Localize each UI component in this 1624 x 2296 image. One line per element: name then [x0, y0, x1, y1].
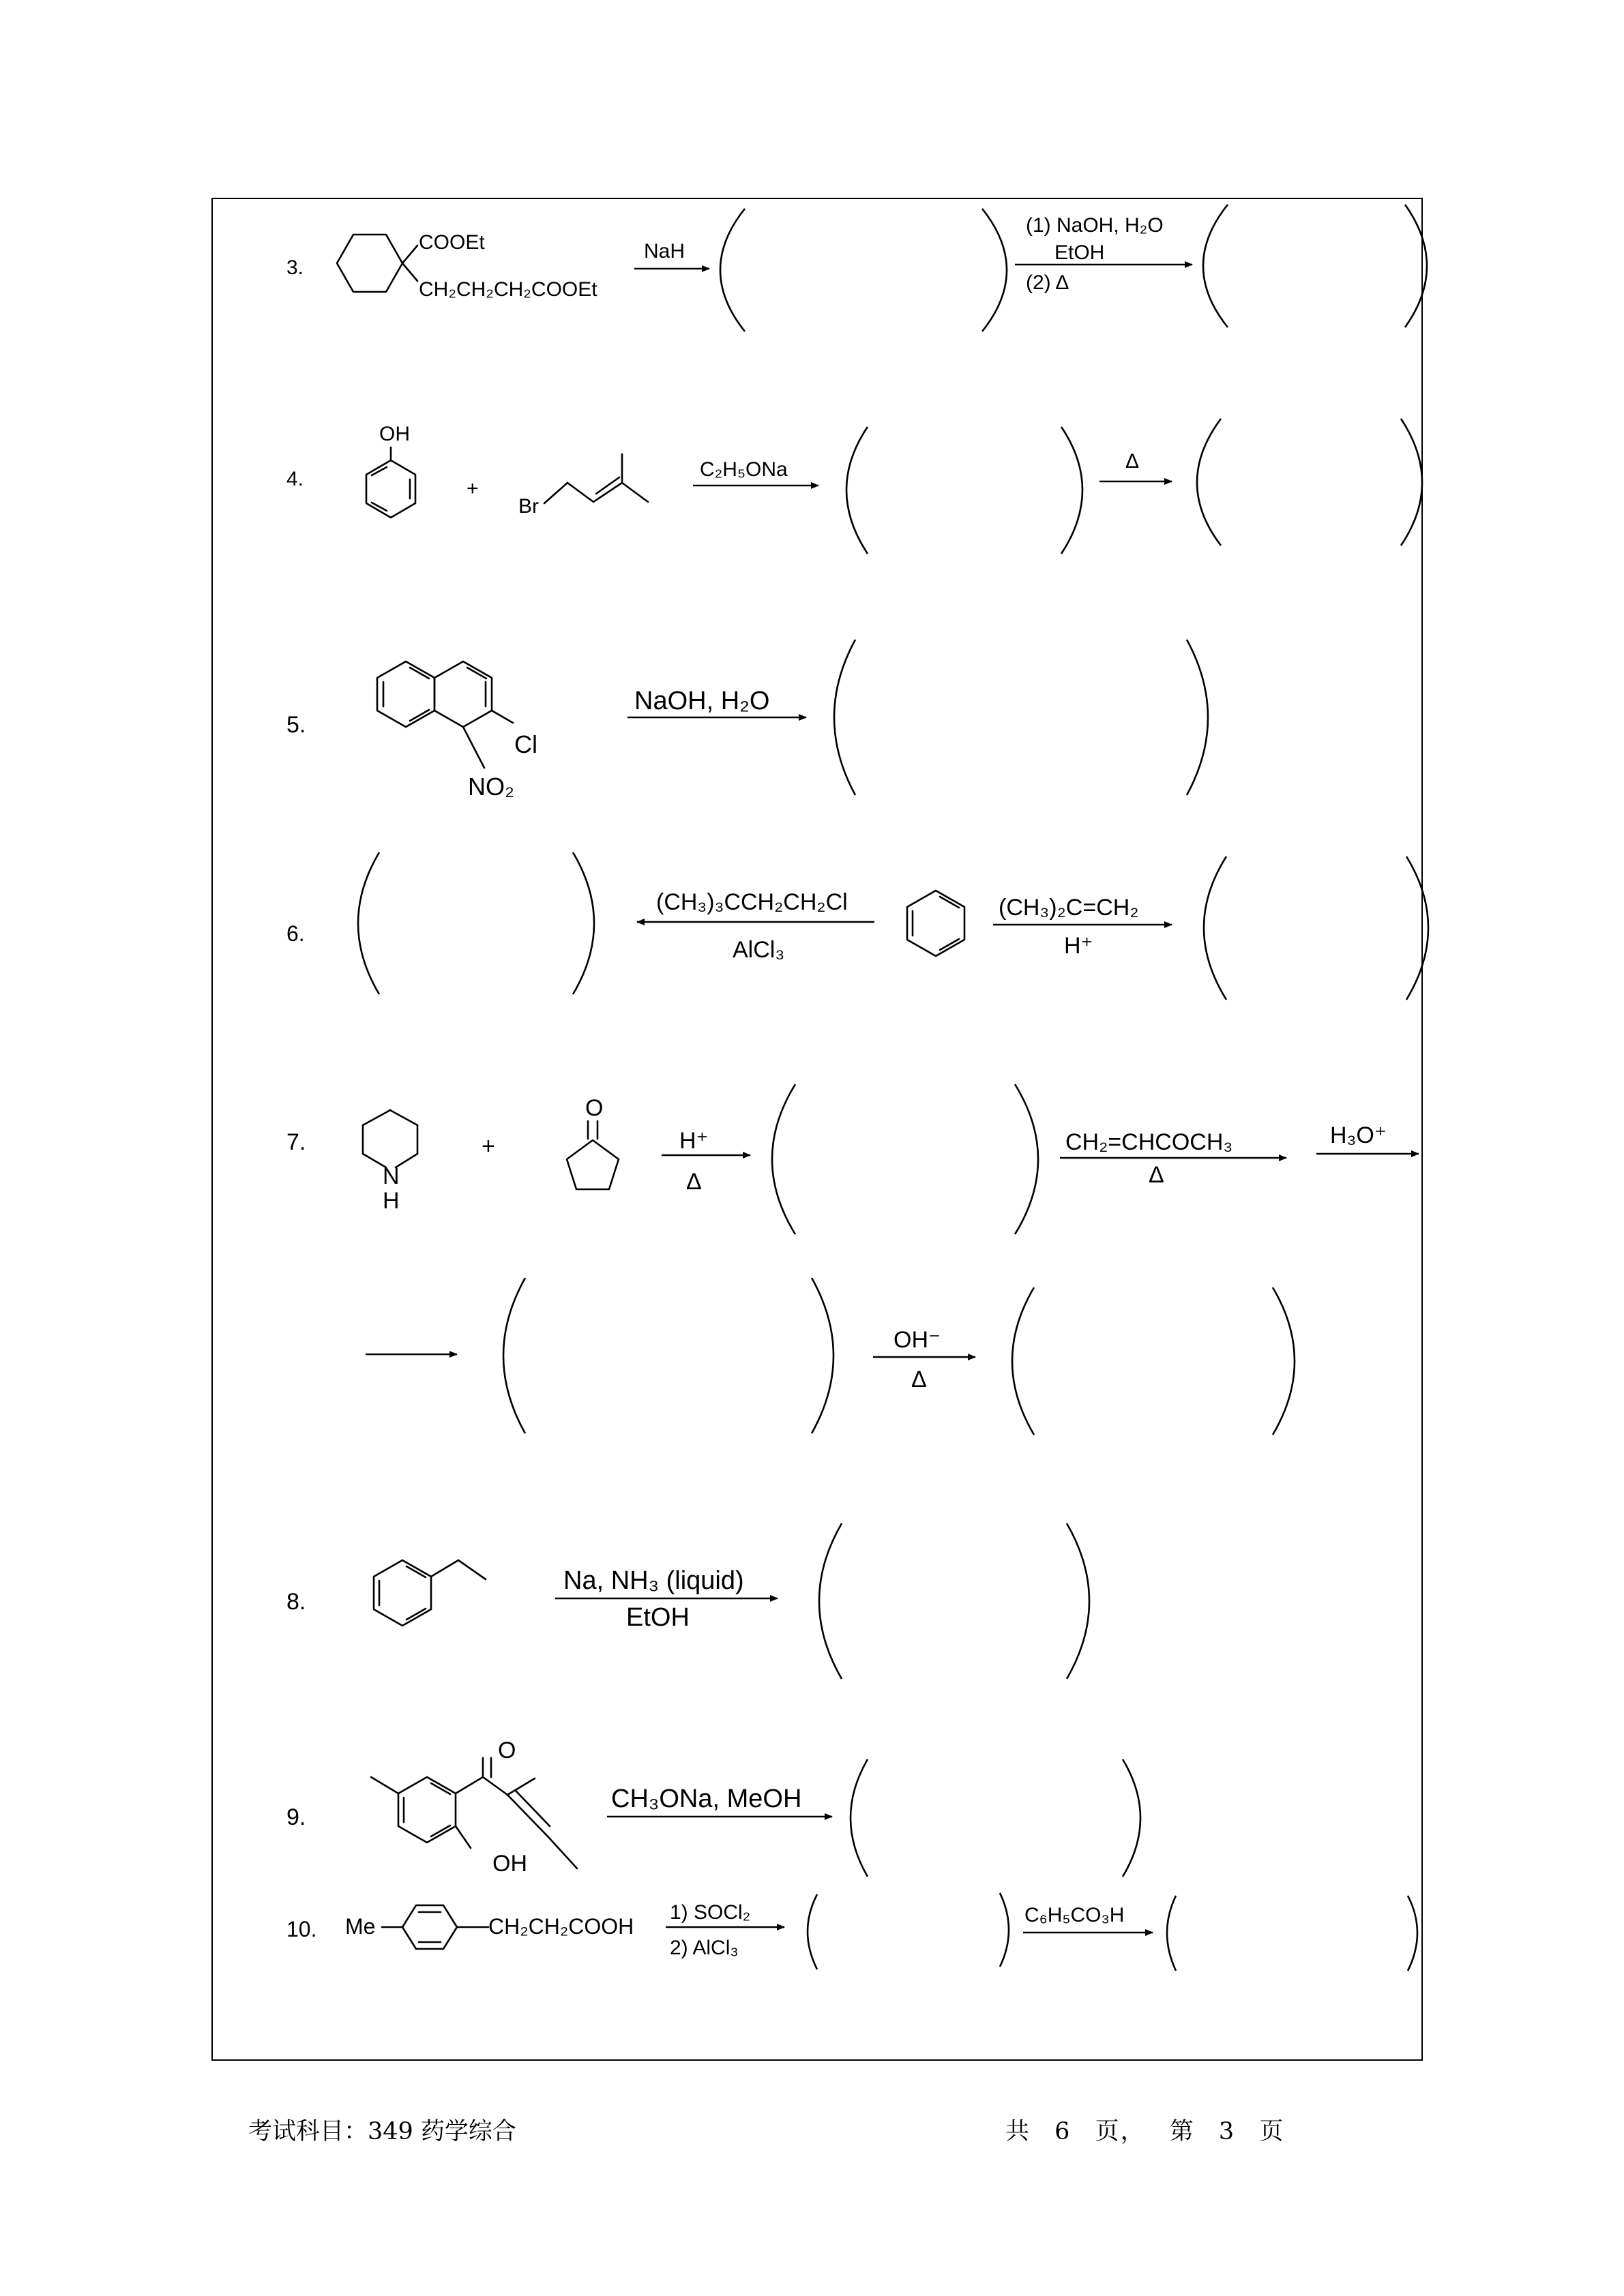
reagent-label: CH₂=CHCOCH₃: [1065, 1129, 1233, 1155]
answer-bracket-left: [1012, 1287, 1034, 1435]
reagent-label: Δ: [686, 1169, 702, 1195]
reagent-label: 1) SOCl₂: [670, 1901, 751, 1924]
question-number: 7.: [286, 1129, 306, 1155]
reagent-label: EtOH: [626, 1603, 690, 1632]
question-4: [286, 419, 1422, 554]
reagent-label: Δ: [1125, 450, 1140, 473]
nitro-label: NO₂: [468, 773, 514, 801]
bond: [463, 727, 484, 768]
bond: [456, 1777, 483, 1793]
answer-bracket-left: [1197, 419, 1221, 546]
benzene-ring: [366, 460, 415, 518]
question-number: 9.: [286, 1804, 306, 1830]
current-prefix: 第: [1169, 2118, 1195, 2145]
question-10: [286, 1893, 1417, 1971]
reagent-label: C₂H₅ONa: [700, 458, 788, 481]
plus-sign: +: [467, 477, 479, 500]
bond: [492, 711, 513, 723]
oxygen-label: O: [585, 1095, 604, 1121]
page-indicator: [1005, 2113, 1284, 2147]
question-number: 6.: [286, 921, 305, 946]
oxygen-label: O: [498, 1738, 516, 1763]
bond: [456, 1826, 471, 1848]
question-number: 4.: [286, 468, 304, 490]
reagent-label: CH₃ONa, MeOH: [611, 1785, 802, 1813]
answer-bracket-right: [1187, 640, 1208, 795]
reagent-label: (2) Δ: [1026, 271, 1069, 294]
reagent-label: NaOH, H₂O: [634, 687, 770, 715]
phenol-ring: [398, 1777, 456, 1843]
answer-bracket-right: [1408, 1896, 1417, 1971]
question-3: [286, 205, 1427, 331]
answer-bracket-left: [819, 1523, 842, 1679]
bond: [402, 245, 417, 263]
bond: [596, 477, 619, 494]
answer-bracket-right: [1405, 205, 1427, 327]
bond: [548, 1837, 577, 1868]
bond: [431, 1560, 458, 1577]
benzene-ring: [374, 1560, 431, 1626]
total-suffix: 页，: [1095, 2118, 1146, 2145]
current-suffix: 页: [1259, 2118, 1285, 2145]
reagent-label: EtOH: [1054, 241, 1105, 264]
answer-bracket-left: [1204, 856, 1226, 1000]
answer-bracket-left: [851, 1759, 868, 1877]
reagent-label: H₃O⁺: [1330, 1122, 1387, 1148]
answer-bracket-left: [1203, 205, 1228, 327]
bond: [507, 1795, 548, 1837]
nitrogen-label: N: [383, 1163, 400, 1189]
reagent-label: AlCl₃: [733, 937, 785, 963]
reagent-label: Na, NH₃ (liquid): [563, 1566, 744, 1595]
reagent-label: Δ: [911, 1367, 927, 1392]
answer-bracket-left: [503, 1278, 525, 1433]
cyclopentanone-ring: [567, 1140, 619, 1189]
bond: [544, 483, 567, 503]
answer-bracket-right: [1123, 1759, 1140, 1877]
question-number: 3.: [286, 256, 304, 279]
question-number: 8.: [286, 1589, 306, 1615]
plus-sign: +: [482, 1133, 495, 1159]
answer-bracket-right: [1273, 1287, 1295, 1435]
answer-bracket-right: [982, 209, 1007, 331]
question-8: [286, 1523, 1089, 1679]
answer-bracket-left: [846, 427, 868, 554]
reagent-label: (CH₃)₂C=CH₂: [999, 895, 1139, 921]
question-number: 5.: [286, 712, 306, 738]
bond: [483, 1777, 507, 1795]
chain-label: CH₂CH₂COOH: [488, 1914, 634, 1939]
hydrogen-label: H: [383, 1188, 400, 1214]
question-5: [286, 640, 1208, 801]
reagent-label: Δ: [1149, 1162, 1164, 1188]
hydroxyl-label: OH: [492, 1851, 527, 1877]
question-9: [286, 1738, 1140, 1877]
answer-bracket-left: [1167, 1896, 1176, 1971]
bond: [458, 1560, 486, 1579]
reagent-label: H⁺: [1064, 933, 1093, 959]
answer-bracket-right: [1067, 1523, 1089, 1679]
reagent-label: OH⁻: [894, 1327, 941, 1353]
answer-bracket-right: [1015, 1084, 1038, 1234]
cyclohexane-ring: [337, 235, 402, 292]
exam-subject: 考试科目：349 药学综合: [248, 2118, 516, 2145]
answer-bracket-right: [1000, 1893, 1009, 1967]
benzene-ring: [907, 891, 964, 956]
answer-bracket-right: [1406, 856, 1428, 1000]
bond: [372, 503, 387, 511]
question-6: [286, 852, 1428, 1000]
hydroxyl-label: OH: [379, 423, 410, 445]
answer-bracket-right: [1401, 419, 1422, 546]
reagent-label: NaH: [644, 240, 685, 263]
answer-bracket-right: [1061, 427, 1082, 554]
reagent-label: C₆H₅CO₃H: [1024, 1904, 1125, 1926]
bond: [402, 263, 417, 281]
bond: [622, 483, 648, 502]
bond: [507, 1778, 535, 1795]
reagent-label: (CH₃)₃CCH₂CH₂Cl: [656, 889, 848, 915]
answer-bracket-right: [812, 1278, 833, 1433]
answer-bracket-left: [834, 640, 855, 795]
naphthalene-right-ring: [434, 661, 492, 727]
current-page: 3: [1218, 2118, 1236, 2145]
chlorine-label: Cl: [514, 730, 537, 758]
chain-label: CH₂CH₂CH₂COOEt: [419, 278, 597, 301]
bond: [363, 1110, 390, 1125]
total-pages: 6: [1054, 2118, 1072, 2145]
total-prefix: 共: [1005, 2118, 1031, 2145]
question-number: 10.: [286, 1917, 317, 1941]
reagent-label: H⁺: [679, 1128, 709, 1154]
answer-bracket-left: [358, 852, 379, 994]
bond: [390, 1110, 417, 1125]
reagent-label: 2) AlCl₃: [670, 1937, 739, 1959]
reagent-label: (1) NaOH, H₂O: [1026, 214, 1164, 237]
bond: [372, 467, 387, 475]
naphthalene-left-ring: [377, 661, 434, 727]
methyl-label: Me: [345, 1914, 376, 1939]
question-7: [286, 1084, 1419, 1435]
answer-bracket-left: [772, 1084, 795, 1234]
answer-bracket-left: [720, 209, 745, 331]
bond: [567, 483, 593, 502]
ester-label: COOEt: [419, 231, 485, 254]
answer-bracket-right: [573, 852, 594, 994]
bromine-label: Br: [518, 495, 539, 518]
bond: [371, 1777, 398, 1793]
answer-bracket-left: [808, 1894, 817, 1969]
